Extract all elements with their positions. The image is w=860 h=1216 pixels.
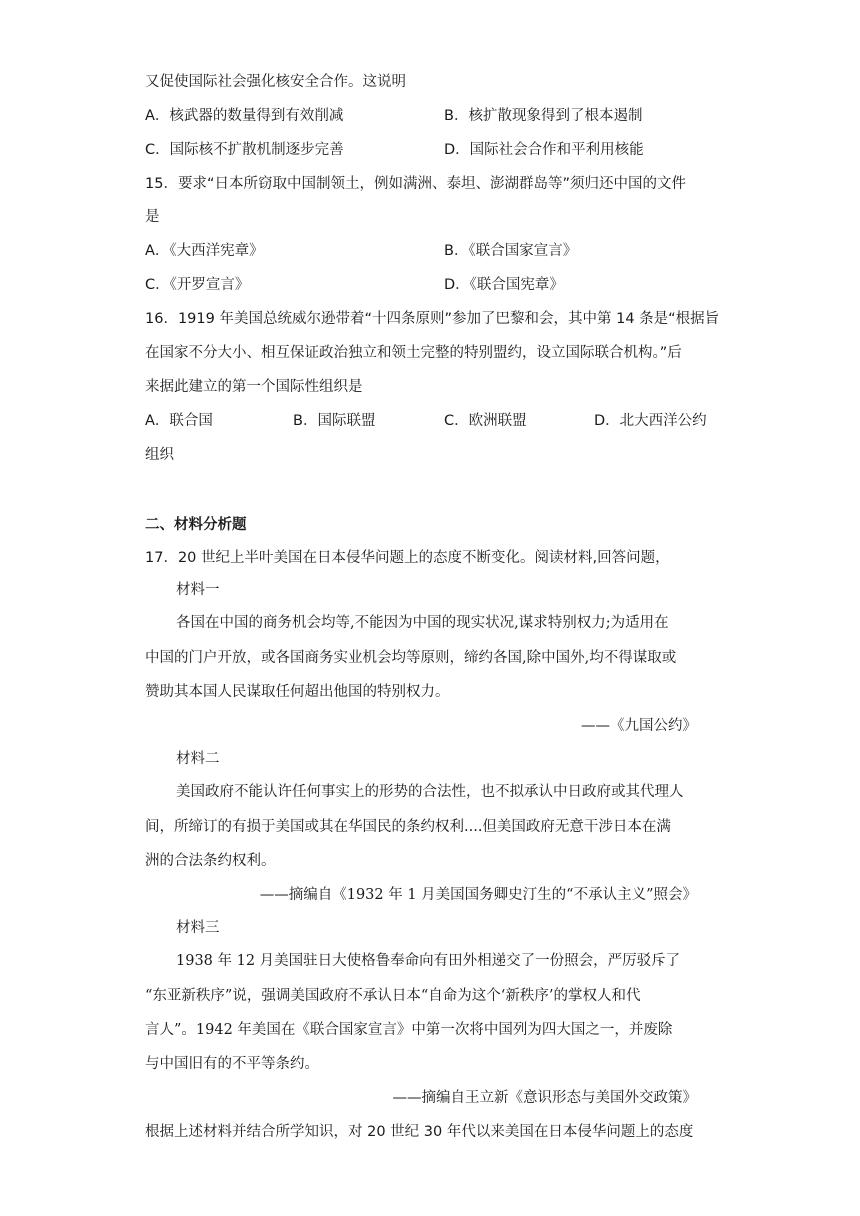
- material-2-source: ——摘编自《1932 年 1 月美国国务卿史汀生的“不承认主义”照会》: [259, 887, 697, 903]
- q16-stem-line2: 在国家不分大小、相互保证政治独立和领土完整的特别盟约，设立国际联合机构。”后: [145, 345, 682, 361]
- material-1-line2: 中国的门户开放，或各国商务实业机会均等原则，缔约各国,除中国外,均不得谋取或: [145, 650, 677, 666]
- q14-option-a: A．核武器的数量得到有效削减: [145, 108, 344, 124]
- q15-option-a: A．《大西洋宪章》: [145, 243, 264, 259]
- q17-stem: 17．20 世纪上半叶美国在日本侵华问题上的态度不断变化。阅读材料,回答问题，: [145, 550, 670, 566]
- material-2-label: 材料二: [176, 751, 220, 767]
- material-2-line3: 洲的合法条约权利。: [145, 853, 276, 869]
- material-2-line1: 美国政府不能认许任何事实上的形势的合法性，也不拟承认中日政府或其代理人: [176, 784, 684, 800]
- material-1-line3: 赞助其本国人民谋取任何超出他国的特别权力。: [145, 684, 450, 700]
- material-1-source: ——《九国公约》: [581, 718, 697, 734]
- q15-option-c: C．《开罗宣言》: [145, 277, 250, 293]
- q17-question: 根据上述材料并结合所学知识，对 20 世纪 30 年代以来美国在日本侵华问题上的态度: [145, 1124, 694, 1140]
- q16-option-c: C．欧洲联盟: [444, 413, 527, 429]
- q16-option-d: D．北大西洋公约: [594, 413, 707, 429]
- q15-option-b: B．《联合国家宣言》: [444, 243, 578, 259]
- material-1-label: 材料一: [176, 582, 220, 598]
- q14-option-c: C．国际核不扩散机制逐步完善: [145, 142, 344, 158]
- material-1-line1: 各国在中国的商务机会均等,不能因为中国的现实状况,谋求特别权力;为适用在: [176, 615, 669, 631]
- q16-stem-line3: 来据此建立的第一个国际性组织是: [145, 379, 363, 395]
- q16-stem-line1: 16．1919 年美国总统威尔逊带着“十四条原则”参加了巴黎和会，其中第 14 条是“根据旨: [145, 311, 720, 327]
- material-3-line3: 言人”。1942 年美国在《联合国家宣言》中第一次将中国列为四大国之一，并废除: [145, 1022, 673, 1038]
- section-title: 二、材料分析题: [145, 517, 247, 533]
- q16-option-b: B．国际联盟: [293, 413, 376, 429]
- q16-option-d-continued: 组织: [145, 447, 174, 463]
- material-3-line2: “东亚新秩序”说，强调美国政府不承认日本“自命为这个‘新秩序’的掌权人和代: [145, 988, 641, 1004]
- q14-option-b: B．核扩散现象得到了根本遏制: [444, 108, 643, 124]
- material-3-line1: 1938 年 12 月美国驻日大使格鲁奉命向有田外相递交了一份照会，严厉驳斥了: [176, 953, 681, 969]
- material-3-line4: 与中国旧有的不平等条约。: [145, 1056, 319, 1072]
- q14-stem-tail: 又促使国际社会强化核安全合作。这说明: [145, 74, 406, 90]
- material-2-line2: 间，所缔订的有损于美国或其在华国民的条约权利....但美国政府无意干涉日本在满: [145, 819, 671, 835]
- material-3-label: 材料三: [176, 920, 220, 936]
- q16-option-a: A．联合国: [145, 413, 213, 429]
- material-3-source: ——摘编自王立新《意识形态与美国外交政策》: [392, 1090, 697, 1106]
- q15-stem-line1: 15．要求“日本所窃取中国制领土，例如满洲、泰坦、澎湖群岛等”须归还中国的文件: [145, 176, 686, 192]
- q15-option-d: D．《联合国宪章》: [444, 277, 564, 293]
- q14-option-d: D．国际社会合作和平利用核能: [444, 142, 644, 158]
- q15-stem-line2: 是: [145, 209, 160, 225]
